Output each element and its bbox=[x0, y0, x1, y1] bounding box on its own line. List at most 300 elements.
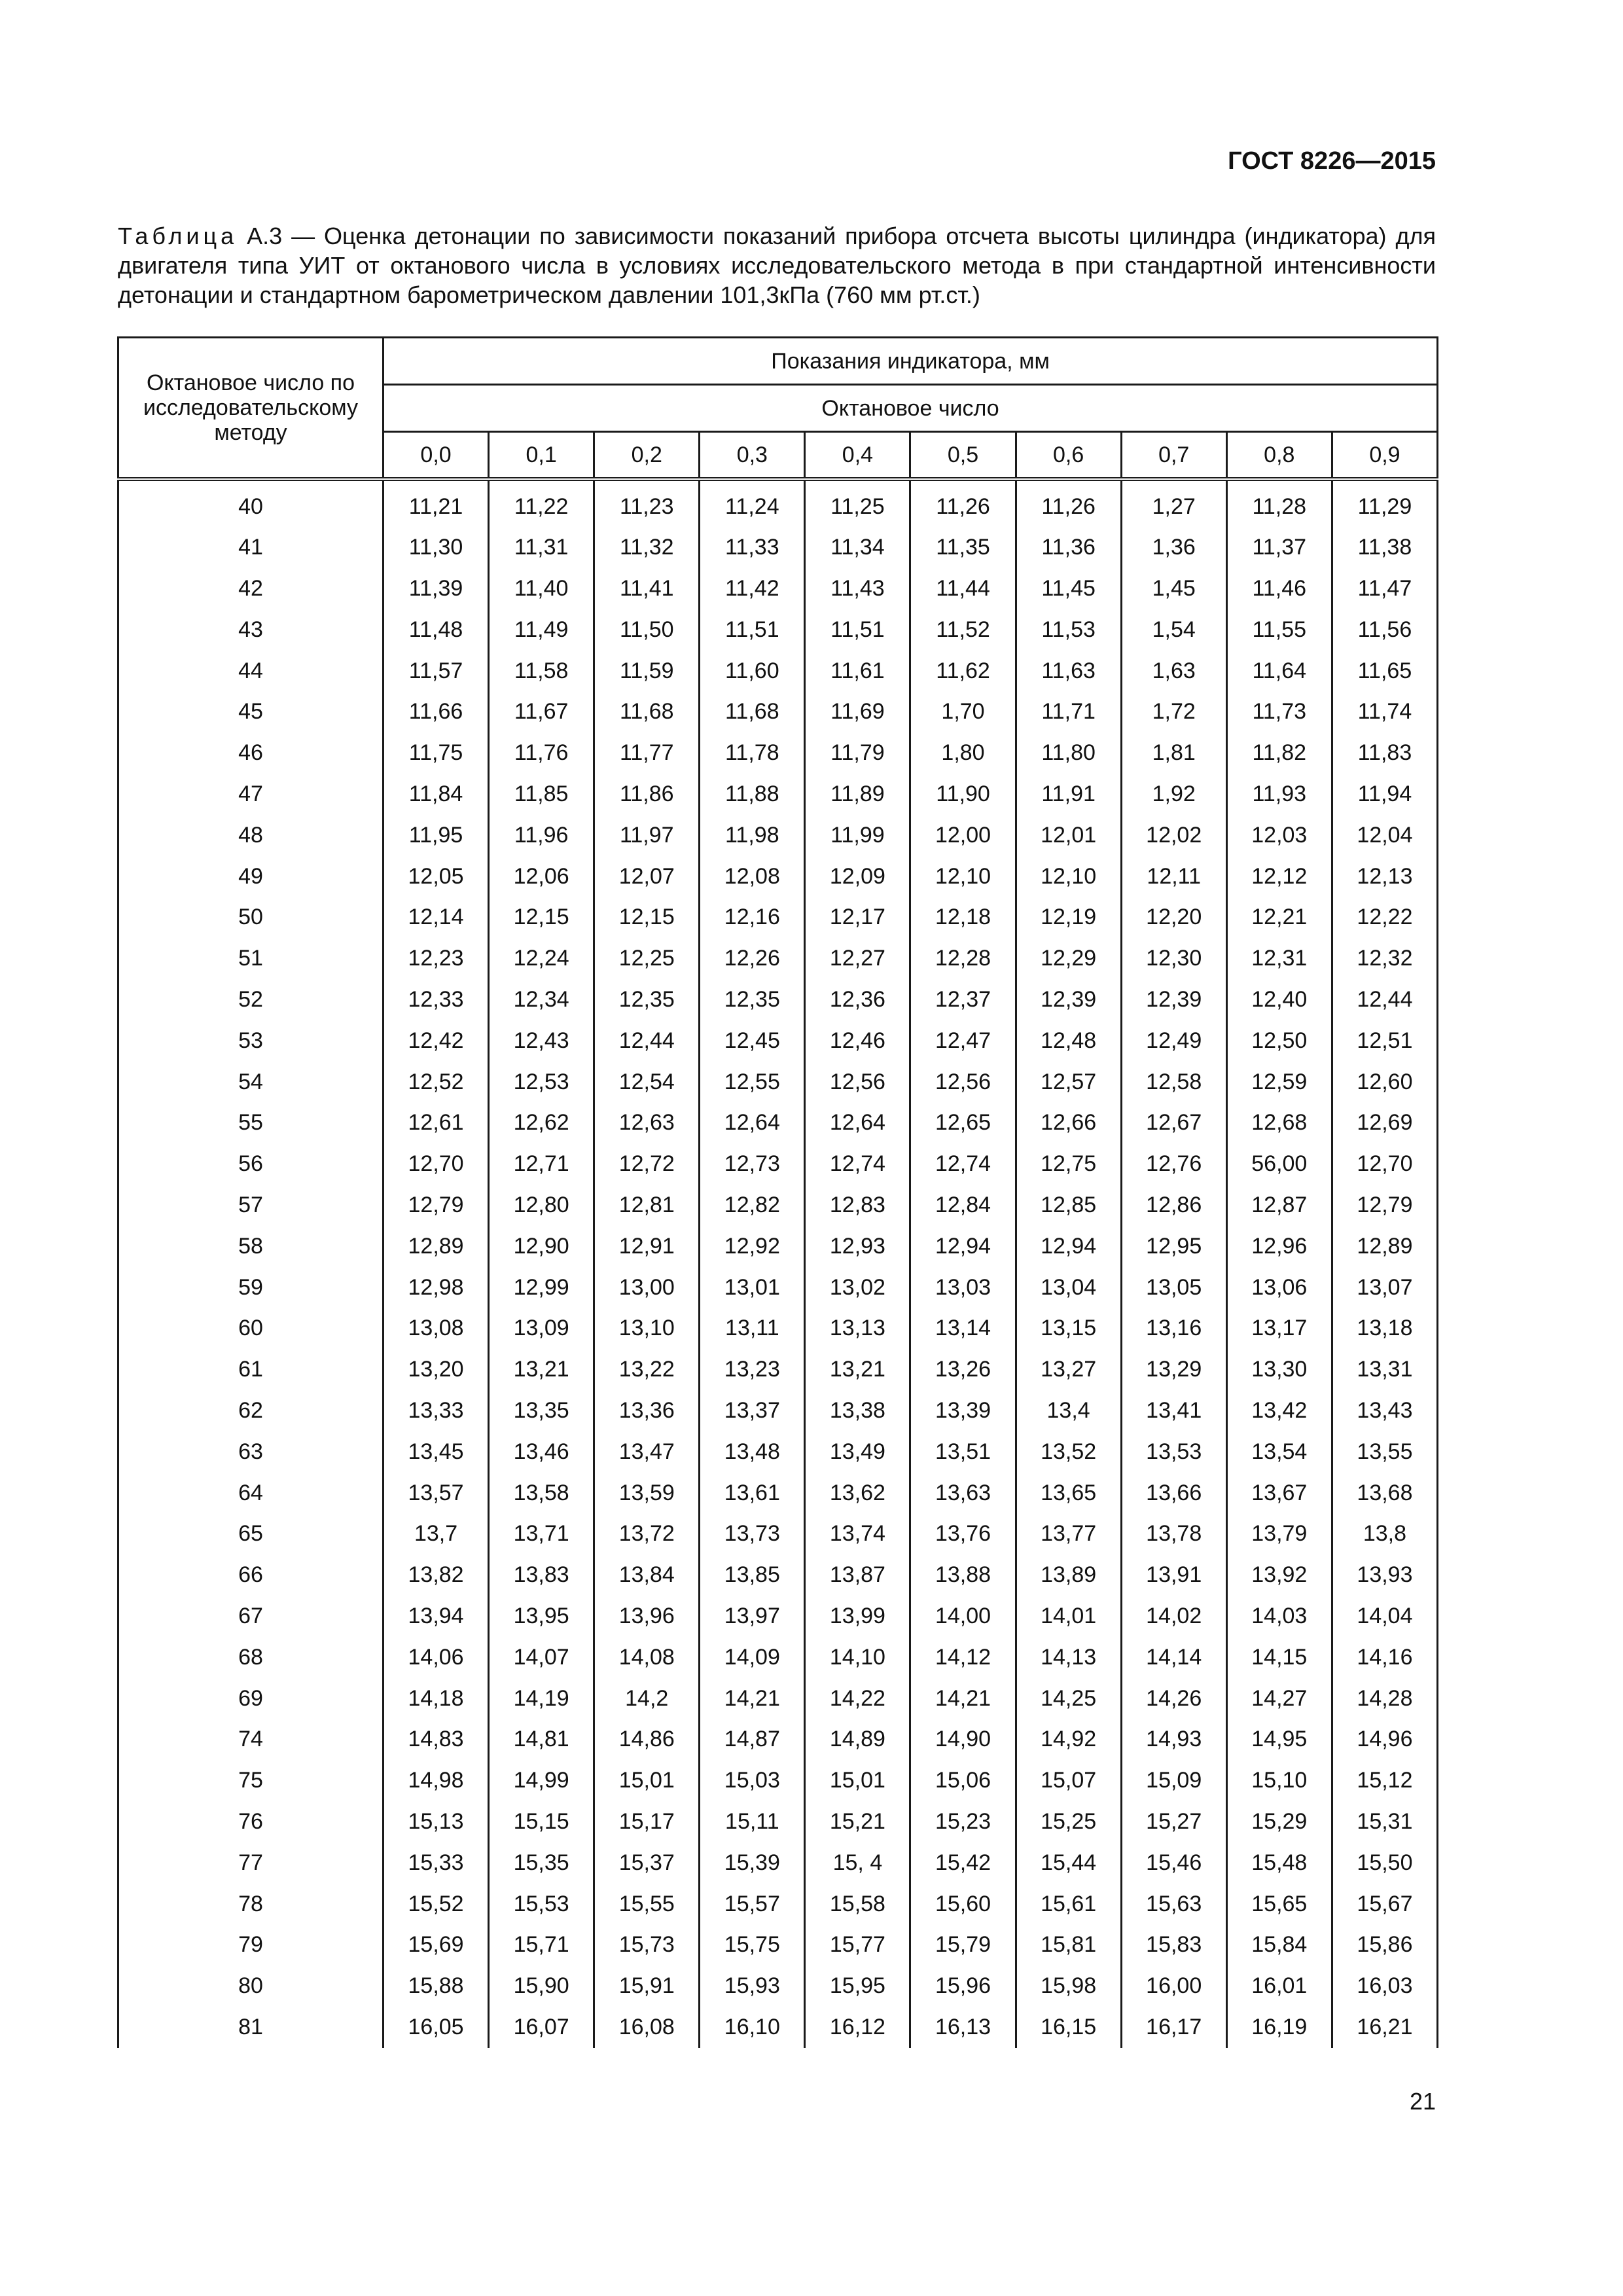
indicator-value-cell: 13,23 bbox=[700, 1349, 805, 1390]
indicator-value-cell: 14,95 bbox=[1226, 1719, 1332, 1760]
indicator-value-cell: 12,86 bbox=[1121, 1185, 1226, 1226]
indicator-value-cell: 12,94 bbox=[910, 1226, 1016, 1267]
indicator-value-cell: 12,59 bbox=[1226, 1062, 1332, 1103]
indicator-value-cell: 16,17 bbox=[1121, 2007, 1226, 2048]
column-header-cell: 0,9 bbox=[1332, 432, 1437, 479]
indicator-value-cell: 12,05 bbox=[383, 856, 489, 897]
indicator-value-cell: 13,66 bbox=[1121, 1473, 1226, 1514]
indicator-value-cell: 12,15 bbox=[594, 897, 700, 938]
indicator-value-cell: 15,15 bbox=[489, 1801, 594, 1842]
indicator-value-cell: 12,03 bbox=[1226, 815, 1332, 856]
indicator-value-cell: 11,45 bbox=[1016, 568, 1121, 609]
table-row bbox=[118, 1842, 1438, 1884]
indicator-value-cell: 1,80 bbox=[910, 732, 1016, 774]
indicator-value-cell: 12,29 bbox=[1016, 938, 1121, 979]
indicator-value-cell: 13,08 bbox=[383, 1308, 489, 1349]
indicator-value-cell: 15,88 bbox=[383, 1965, 489, 2007]
indicator-value-cell: 12,91 bbox=[594, 1226, 700, 1267]
indicator-value-cell: 13,58 bbox=[489, 1473, 594, 1514]
indicator-value-cell: 15,90 bbox=[489, 1965, 594, 2007]
indicator-value-cell: 11,77 bbox=[594, 732, 700, 774]
indicator-value-cell: 13,51 bbox=[910, 1431, 1016, 1473]
octane-number-cell: 60 bbox=[118, 1308, 383, 1349]
indicator-value-cell: 12,62 bbox=[489, 1102, 594, 1143]
indicator-value-cell: 1,36 bbox=[1121, 527, 1226, 568]
indicator-value-cell: 12,11 bbox=[1121, 856, 1226, 897]
indicator-value-cell: 12,31 bbox=[1226, 938, 1332, 979]
indicator-value-cell: 12,79 bbox=[383, 1185, 489, 1226]
octane-number-cell: 76 bbox=[118, 1801, 383, 1842]
octane-number-cell: 55 bbox=[118, 1102, 383, 1143]
indicator-value-cell: 15,39 bbox=[700, 1842, 805, 1884]
indicator-value-cell: 12,82 bbox=[700, 1185, 805, 1226]
indicator-value-cell: 13,8 bbox=[1332, 1513, 1437, 1554]
indicator-value-cell: 11,94 bbox=[1332, 774, 1437, 815]
indicator-value-cell: 1,54 bbox=[1121, 609, 1226, 651]
indicator-value-cell: 12,14 bbox=[383, 897, 489, 938]
indicator-value-cell: 12,02 bbox=[1121, 815, 1226, 856]
indicator-value-cell: 15,48 bbox=[1226, 1842, 1332, 1884]
table-row bbox=[118, 1760, 1438, 1801]
indicator-value-cell: 15,52 bbox=[383, 1884, 489, 1925]
indicator-value-cell: 11,64 bbox=[1226, 651, 1332, 692]
indicator-value-cell: 12,84 bbox=[910, 1185, 1016, 1226]
indicator-value-cell: 15,01 bbox=[594, 1760, 700, 1801]
indicator-value-cell: 13,38 bbox=[805, 1390, 910, 1431]
octane-number-cell: 46 bbox=[118, 732, 383, 774]
group-header-cell: Показания индикатора, мм bbox=[383, 338, 1438, 385]
indicator-value-cell: 11,83 bbox=[1332, 732, 1437, 774]
indicator-value-cell: 13,67 bbox=[1226, 1473, 1332, 1514]
indicator-value-cell: 12,57 bbox=[1016, 1062, 1121, 1103]
table-row bbox=[118, 815, 1438, 856]
indicator-value-cell: 13,72 bbox=[594, 1513, 700, 1554]
indicator-value-cell: 14,2 bbox=[594, 1678, 700, 1719]
indicator-value-cell: 12,72 bbox=[594, 1143, 700, 1185]
column-header-cell: 0,7 bbox=[1121, 432, 1226, 479]
indicator-value-cell: 12,00 bbox=[910, 815, 1016, 856]
indicator-value-cell: 11,36 bbox=[1016, 527, 1121, 568]
indicator-value-cell: 14,92 bbox=[1016, 1719, 1121, 1760]
indicator-value-cell: 15,83 bbox=[1121, 1924, 1226, 1965]
table-row bbox=[118, 1801, 1438, 1842]
octane-number-cell: 74 bbox=[118, 1719, 383, 1760]
indicator-value-cell: 13,16 bbox=[1121, 1308, 1226, 1349]
indicator-value-cell: 13,00 bbox=[594, 1267, 700, 1308]
indicator-value-cell: 13,59 bbox=[594, 1473, 700, 1514]
indicator-value-cell: 12,87 bbox=[1226, 1185, 1332, 1226]
indicator-value-cell: 13,89 bbox=[1016, 1554, 1121, 1596]
indicator-value-cell: 16,10 bbox=[700, 2007, 805, 2048]
table-row bbox=[118, 1884, 1438, 1925]
indicator-value-cell: 14,13 bbox=[1016, 1637, 1121, 1678]
table-caption bbox=[118, 221, 1436, 310]
indicator-value-cell: 11,78 bbox=[700, 732, 805, 774]
column-header-cell: 0,2 bbox=[594, 432, 700, 479]
indicator-value-cell: 13,18 bbox=[1332, 1308, 1437, 1349]
indicator-value-cell: 12,74 bbox=[805, 1143, 910, 1185]
indicator-value-cell: 13,52 bbox=[1016, 1431, 1121, 1473]
indicator-value-cell: 12,58 bbox=[1121, 1062, 1226, 1103]
indicator-value-cell: 14,12 bbox=[910, 1637, 1016, 1678]
indicator-value-cell: 12,04 bbox=[1332, 815, 1437, 856]
indicator-value-cell: 12,70 bbox=[383, 1143, 489, 1185]
indicator-value-cell: 15,10 bbox=[1226, 1760, 1332, 1801]
indicator-value-cell: 15,95 bbox=[805, 1965, 910, 2007]
indicator-value-cell: 13,4 bbox=[1016, 1390, 1121, 1431]
indicator-value-cell: 13,95 bbox=[489, 1596, 594, 1637]
octane-number-cell: 59 bbox=[118, 1267, 383, 1308]
indicator-value-cell: 11,84 bbox=[383, 774, 489, 815]
indicator-value-cell: 14,26 bbox=[1121, 1678, 1226, 1719]
indicator-value-cell: 13,82 bbox=[383, 1554, 489, 1596]
indicator-value-cell: 12,64 bbox=[700, 1102, 805, 1143]
table-row bbox=[118, 651, 1438, 692]
table-row bbox=[118, 1020, 1438, 1062]
indicator-value-cell: 13,74 bbox=[805, 1513, 910, 1554]
indicator-value-cell: 16,05 bbox=[383, 2007, 489, 2048]
indicator-value-cell: 12,39 bbox=[1121, 979, 1226, 1020]
indicator-value-cell: 13,46 bbox=[489, 1431, 594, 1473]
indicator-value-cell: 11,25 bbox=[805, 479, 910, 528]
indicator-value-cell: 13,55 bbox=[1332, 1431, 1437, 1473]
column-header-cell: 0,1 bbox=[489, 432, 594, 479]
indicator-value-cell: 14,83 bbox=[383, 1719, 489, 1760]
indicator-value-cell: 12,28 bbox=[910, 938, 1016, 979]
indicator-value-cell: 13,97 bbox=[700, 1596, 805, 1637]
indicator-value-cell: 12,66 bbox=[1016, 1102, 1121, 1143]
column-header-cell: 0,6 bbox=[1016, 432, 1121, 479]
octane-number-cell: 75 bbox=[118, 1760, 383, 1801]
indicator-value-cell: 15,84 bbox=[1226, 1924, 1332, 1965]
indicator-value-cell: 16,03 bbox=[1332, 1965, 1437, 2007]
table-row bbox=[118, 1390, 1438, 1431]
indicator-value-cell: 14,99 bbox=[489, 1760, 594, 1801]
indicator-value-cell: 15,93 bbox=[700, 1965, 805, 2007]
indicator-value-cell: 13,76 bbox=[910, 1513, 1016, 1554]
octane-number-cell: 52 bbox=[118, 979, 383, 1020]
sub-header-cell: Октановое число bbox=[383, 385, 1438, 432]
column-header-cell: 0,3 bbox=[700, 432, 805, 479]
indicator-value-cell: 1,70 bbox=[910, 691, 1016, 732]
indicator-value-cell: 11,80 bbox=[1016, 732, 1121, 774]
indicator-value-cell: 13,65 bbox=[1016, 1473, 1121, 1514]
indicator-value-cell: 11,67 bbox=[489, 691, 594, 732]
indicator-value-cell: 11,37 bbox=[1226, 527, 1332, 568]
table-row bbox=[118, 1473, 1438, 1514]
indicator-value-cell: 13,91 bbox=[1121, 1554, 1226, 1596]
indicator-value-cell: 14,98 bbox=[383, 1760, 489, 1801]
indicator-value-cell: 15,29 bbox=[1226, 1801, 1332, 1842]
octane-number-cell: 61 bbox=[118, 1349, 383, 1390]
table-row bbox=[118, 732, 1438, 774]
indicator-value-cell: 13,57 bbox=[383, 1473, 489, 1514]
indicator-value-cell: 12,21 bbox=[1226, 897, 1332, 938]
indicator-value-cell: 11,93 bbox=[1226, 774, 1332, 815]
octane-number-cell: 48 bbox=[118, 815, 383, 856]
indicator-value-cell: 16,07 bbox=[489, 2007, 594, 2048]
indicator-value-cell: 14,96 bbox=[1332, 1719, 1437, 1760]
indicator-value-cell: 11,35 bbox=[910, 527, 1016, 568]
table-row bbox=[118, 1431, 1438, 1473]
indicator-value-cell: 15,31 bbox=[1332, 1801, 1437, 1842]
indicator-value-cell: 14,93 bbox=[1121, 1719, 1226, 1760]
indicator-value-cell: 13,27 bbox=[1016, 1349, 1121, 1390]
table-row bbox=[118, 568, 1438, 609]
indicator-value-cell: 11,71 bbox=[1016, 691, 1121, 732]
indicator-value-cell: 11,57 bbox=[383, 651, 489, 692]
indicator-value-cell: 13,33 bbox=[383, 1390, 489, 1431]
indicator-value-cell: 13,93 bbox=[1332, 1554, 1437, 1596]
table-row bbox=[118, 774, 1438, 815]
indicator-value-cell: 12,18 bbox=[910, 897, 1016, 938]
table-row bbox=[118, 1513, 1438, 1554]
indicator-value-cell: 12,81 bbox=[594, 1185, 700, 1226]
indicator-value-cell: 12,44 bbox=[1332, 979, 1437, 1020]
indicator-value-cell: 13,05 bbox=[1121, 1267, 1226, 1308]
indicator-value-cell: 11,43 bbox=[805, 568, 910, 609]
indicator-value-cell: 12,44 bbox=[594, 1020, 700, 1062]
indicator-value-cell: 13,22 bbox=[594, 1349, 700, 1390]
indicator-value-cell: 12,35 bbox=[700, 979, 805, 1020]
indicator-value-cell: 16,01 bbox=[1226, 1965, 1332, 2007]
indicator-value-cell: 13,35 bbox=[489, 1390, 594, 1431]
indicator-value-cell: 12,70 bbox=[1332, 1143, 1437, 1185]
indicator-value-cell: 1,81 bbox=[1121, 732, 1226, 774]
indicator-value-cell: 11,24 bbox=[700, 479, 805, 528]
octane-number-cell: 44 bbox=[118, 651, 383, 692]
indicator-value-cell: 15,27 bbox=[1121, 1801, 1226, 1842]
indicator-value-cell: 1,45 bbox=[1121, 568, 1226, 609]
table-row bbox=[118, 1143, 1438, 1185]
indicator-value-cell: 15,17 bbox=[594, 1801, 700, 1842]
indicator-value-cell: 11,42 bbox=[700, 568, 805, 609]
indicator-value-cell: 12,55 bbox=[700, 1062, 805, 1103]
indicator-value-cell: 12,99 bbox=[489, 1267, 594, 1308]
indicator-value-cell: 16,19 bbox=[1226, 2007, 1332, 2048]
indicator-value-cell: 12,51 bbox=[1332, 1020, 1437, 1062]
indicator-value-cell: 15,12 bbox=[1332, 1760, 1437, 1801]
indicator-value-cell: 15,03 bbox=[700, 1760, 805, 1801]
indicator-value-cell: 12,43 bbox=[489, 1020, 594, 1062]
indicator-value-cell: 14,09 bbox=[700, 1637, 805, 1678]
octane-number-cell: 50 bbox=[118, 897, 383, 938]
row-header-cell: Октановое число по исследовательскому методу bbox=[118, 338, 383, 479]
indicator-value-cell: 15,91 bbox=[594, 1965, 700, 2007]
indicator-value-cell: 12,74 bbox=[910, 1143, 1016, 1185]
indicator-value-cell: 15, 4 bbox=[805, 1842, 910, 1884]
indicator-value-cell: 11,91 bbox=[1016, 774, 1121, 815]
indicator-value-cell: 13,94 bbox=[383, 1596, 489, 1637]
indicator-value-cell: 11,66 bbox=[383, 691, 489, 732]
indicator-value-cell: 15,98 bbox=[1016, 1965, 1121, 2007]
indicator-value-cell: 11,68 bbox=[594, 691, 700, 732]
indicator-value-cell: 12,53 bbox=[489, 1062, 594, 1103]
caption-label: Таблица bbox=[118, 223, 238, 249]
indicator-value-cell: 13,11 bbox=[700, 1308, 805, 1349]
indicator-value-cell: 14,00 bbox=[910, 1596, 1016, 1637]
indicator-value-cell: 12,37 bbox=[910, 979, 1016, 1020]
indicator-value-cell: 16,12 bbox=[805, 2007, 910, 2048]
indicator-value-cell: 13,21 bbox=[805, 1349, 910, 1390]
indicator-value-cell: 12,46 bbox=[805, 1020, 910, 1062]
indicator-value-cell: 13,45 bbox=[383, 1431, 489, 1473]
indicator-value-cell: 15,63 bbox=[1121, 1884, 1226, 1925]
octane-number-cell: 43 bbox=[118, 609, 383, 651]
indicator-value-cell: 12,64 bbox=[805, 1102, 910, 1143]
indicator-value-cell: 14,21 bbox=[700, 1678, 805, 1719]
table-row bbox=[118, 1308, 1438, 1349]
indicator-value-cell: 15,42 bbox=[910, 1842, 1016, 1884]
indicator-value-cell: 13,42 bbox=[1226, 1390, 1332, 1431]
octane-number-cell: 56 bbox=[118, 1143, 383, 1185]
indicator-value-cell: 13,73 bbox=[700, 1513, 805, 1554]
indicator-value-cell: 15,07 bbox=[1016, 1760, 1121, 1801]
indicator-value-cell: 11,28 bbox=[1226, 479, 1332, 528]
indicator-value-cell: 11,86 bbox=[594, 774, 700, 815]
indicator-value-cell: 12,83 bbox=[805, 1185, 910, 1226]
indicator-value-cell: 13,7 bbox=[383, 1513, 489, 1554]
indicator-value-cell: 13,06 bbox=[1226, 1267, 1332, 1308]
indicator-value-cell: 12,85 bbox=[1016, 1185, 1121, 1226]
table-row bbox=[118, 1185, 1438, 1226]
indicator-value-cell: 13,47 bbox=[594, 1431, 700, 1473]
indicator-value-cell: 12,79 bbox=[1332, 1185, 1437, 1226]
indicator-value-cell: 1,92 bbox=[1121, 774, 1226, 815]
caption-text: А.3 — Оценка детонации по зависимости показаний прибора отсчета высоты цилиндра (индикатора) для двигателя типа УИТ от октанового числа в условиях исследовательского метода в при стандартной интенсивности детонации и стандартном барометрическом давлении 101,3кПа (760 мм рт.ст.) bbox=[118, 223, 1436, 308]
indicator-value-cell: 13,88 bbox=[910, 1554, 1016, 1596]
indicator-value-cell: 12,95 bbox=[1121, 1226, 1226, 1267]
indicator-value-cell: 14,07 bbox=[489, 1637, 594, 1678]
octane-number-cell: 62 bbox=[118, 1390, 383, 1431]
table-row bbox=[118, 1678, 1438, 1719]
indicator-value-cell: 15,06 bbox=[910, 1760, 1016, 1801]
indicator-value-cell: 16,13 bbox=[910, 2007, 1016, 2048]
indicator-value-cell: 56,00 bbox=[1226, 1143, 1332, 1185]
indicator-value-cell: 14,81 bbox=[489, 1719, 594, 1760]
indicator-value-cell: 15,77 bbox=[805, 1924, 910, 1965]
indicator-value-cell: 13,31 bbox=[1332, 1349, 1437, 1390]
indicator-value-cell: 11,79 bbox=[805, 732, 910, 774]
indicator-value-cell: 12,89 bbox=[383, 1226, 489, 1267]
indicator-value-cell: 12,30 bbox=[1121, 938, 1226, 979]
octane-number-cell: 58 bbox=[118, 1226, 383, 1267]
indicator-value-cell: 12,93 bbox=[805, 1226, 910, 1267]
indicator-value-cell: 12,07 bbox=[594, 856, 700, 897]
indicator-value-cell: 11,51 bbox=[700, 609, 805, 651]
octane-number-cell: 40 bbox=[118, 479, 383, 528]
indicator-value-cell: 11,23 bbox=[594, 479, 700, 528]
indicator-value-cell: 11,75 bbox=[383, 732, 489, 774]
indicator-value-cell: 11,89 bbox=[805, 774, 910, 815]
indicator-value-cell: 15,81 bbox=[1016, 1924, 1121, 1965]
table-row bbox=[118, 527, 1438, 568]
indicator-value-cell: 11,33 bbox=[700, 527, 805, 568]
indicator-value-cell: 12,10 bbox=[910, 856, 1016, 897]
indicator-value-cell: 12,27 bbox=[805, 938, 910, 979]
indicator-value-cell: 11,49 bbox=[489, 609, 594, 651]
indicator-value-cell: 12,65 bbox=[910, 1102, 1016, 1143]
indicator-value-cell: 11,59 bbox=[594, 651, 700, 692]
indicator-value-cell: 11,74 bbox=[1332, 691, 1437, 732]
indicator-value-cell: 12,32 bbox=[1332, 938, 1437, 979]
indicator-value-cell: 12,42 bbox=[383, 1020, 489, 1062]
octane-number-cell: 41 bbox=[118, 527, 383, 568]
indicator-value-cell: 11,44 bbox=[910, 568, 1016, 609]
octane-number-cell: 65 bbox=[118, 1513, 383, 1554]
octane-number-cell: 80 bbox=[118, 1965, 383, 2007]
table-row bbox=[118, 1062, 1438, 1103]
indicator-value-cell: 12,92 bbox=[700, 1226, 805, 1267]
indicator-value-cell: 15,61 bbox=[1016, 1884, 1121, 1925]
indicator-value-cell: 11,39 bbox=[383, 568, 489, 609]
indicator-value-cell: 12,90 bbox=[489, 1226, 594, 1267]
indicator-value-cell: 14,01 bbox=[1016, 1596, 1121, 1637]
octane-indicator-table bbox=[117, 336, 1438, 2048]
indicator-value-cell: 12,34 bbox=[489, 979, 594, 1020]
octane-number-cell: 53 bbox=[118, 1020, 383, 1062]
column-header-cell: 0,4 bbox=[805, 432, 910, 479]
indicator-value-cell: 11,22 bbox=[489, 479, 594, 528]
octane-number-cell: 45 bbox=[118, 691, 383, 732]
indicator-value-cell: 16,21 bbox=[1332, 2007, 1437, 2048]
indicator-value-cell: 15,23 bbox=[910, 1801, 1016, 1842]
indicator-value-cell: 11,63 bbox=[1016, 651, 1121, 692]
indicator-value-cell: 11,85 bbox=[489, 774, 594, 815]
indicator-value-cell: 13,79 bbox=[1226, 1513, 1332, 1554]
indicator-value-cell: 15,86 bbox=[1332, 1924, 1437, 1965]
indicator-value-cell: 12,48 bbox=[1016, 1020, 1121, 1062]
table-body bbox=[118, 479, 1438, 2048]
indicator-value-cell: 12,01 bbox=[1016, 815, 1121, 856]
indicator-value-cell: 15,35 bbox=[489, 1842, 594, 1884]
indicator-value-cell: 11,58 bbox=[489, 651, 594, 692]
table-row bbox=[118, 1554, 1438, 1596]
indicator-value-cell: 14,86 bbox=[594, 1719, 700, 1760]
indicator-value-cell: 11,38 bbox=[1332, 527, 1437, 568]
indicator-value-cell: 12,23 bbox=[383, 938, 489, 979]
column-header-cell: 0,5 bbox=[910, 432, 1016, 479]
table-row bbox=[118, 1637, 1438, 1678]
indicator-value-cell: 15,79 bbox=[910, 1924, 1016, 1965]
indicator-value-cell: 11,62 bbox=[910, 651, 1016, 692]
indicator-value-cell: 12,22 bbox=[1332, 897, 1437, 938]
indicator-value-cell: 13,36 bbox=[594, 1390, 700, 1431]
octane-number-cell: 64 bbox=[118, 1473, 383, 1514]
indicator-value-cell: 11,32 bbox=[594, 527, 700, 568]
indicator-value-cell: 13,37 bbox=[700, 1390, 805, 1431]
octane-number-cell: 68 bbox=[118, 1637, 383, 1678]
indicator-value-cell: 12,35 bbox=[594, 979, 700, 1020]
indicator-value-cell: 15,67 bbox=[1332, 1884, 1437, 1925]
table-row bbox=[118, 1102, 1438, 1143]
indicator-value-cell: 13,26 bbox=[910, 1349, 1016, 1390]
indicator-value-cell: 11,53 bbox=[1016, 609, 1121, 651]
indicator-value-cell: 11,82 bbox=[1226, 732, 1332, 774]
indicator-value-cell: 12,89 bbox=[1332, 1226, 1437, 1267]
indicator-value-cell: 11,73 bbox=[1226, 691, 1332, 732]
indicator-value-cell: 14,06 bbox=[383, 1637, 489, 1678]
octane-number-cell: 49 bbox=[118, 856, 383, 897]
octane-number-cell: 47 bbox=[118, 774, 383, 815]
indicator-value-cell: 12,54 bbox=[594, 1062, 700, 1103]
indicator-value-cell: 13,10 bbox=[594, 1308, 700, 1349]
indicator-value-cell: 11,30 bbox=[383, 527, 489, 568]
indicator-value-cell: 16,00 bbox=[1121, 1965, 1226, 2007]
indicator-value-cell: 11,88 bbox=[700, 774, 805, 815]
indicator-value-cell: 11,96 bbox=[489, 815, 594, 856]
indicator-value-cell: 12,69 bbox=[1332, 1102, 1437, 1143]
